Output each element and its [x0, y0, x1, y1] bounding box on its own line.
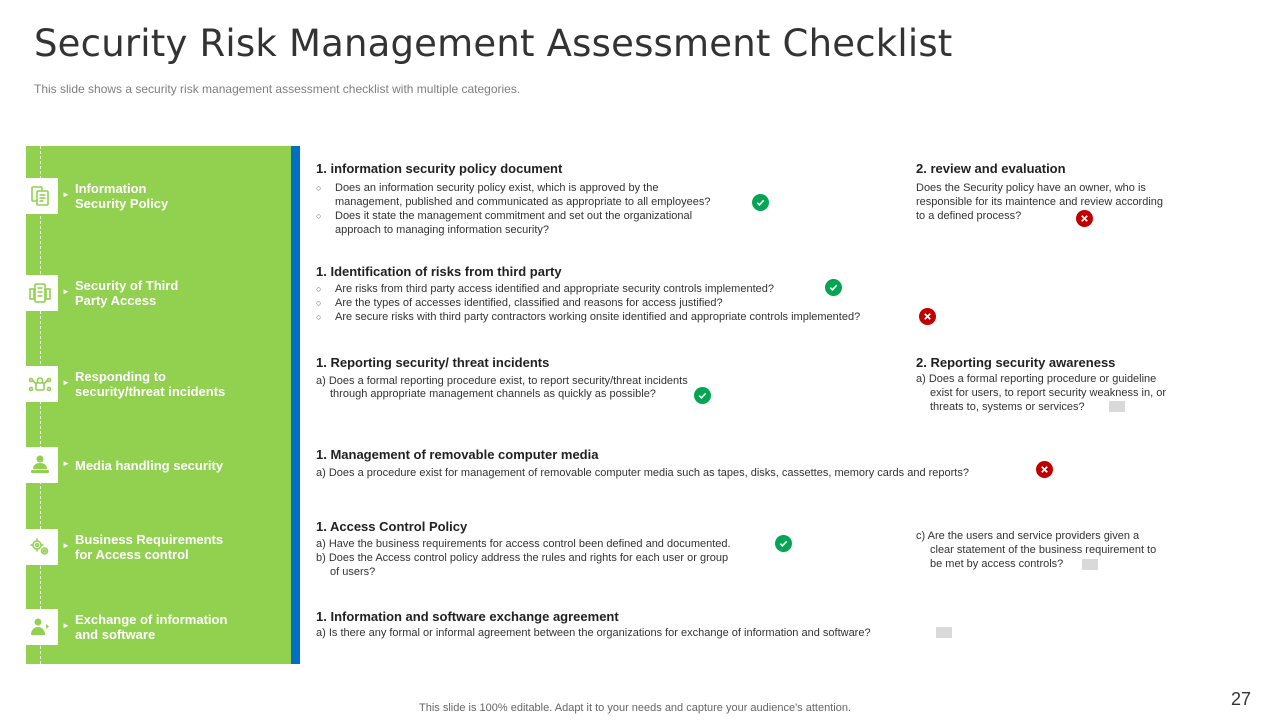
- bullet: ○: [316, 183, 322, 193]
- access-question-b-line-2: of users?: [330, 566, 376, 578]
- category-label: Information Security Policy: [75, 181, 169, 211]
- check-icon: [694, 387, 711, 404]
- check-icon: [775, 535, 792, 552]
- cross-icon: [919, 308, 936, 325]
- media-question: a) Does a procedure exist for management of removable computer media such as tapes, disks, cassettes, memory cards and reports?: [316, 467, 969, 479]
- chevron-right-icon: ►: [62, 378, 70, 387]
- awareness-line-1: a) Does a formal reporting procedure or guideline: [916, 373, 1157, 385]
- check-icon: [752, 194, 769, 211]
- access-question-a: a) Have the business requirements for access control been defined and documented.: [316, 538, 731, 550]
- pending-status-box: [1109, 401, 1125, 412]
- slide-title: Security Risk Management Assessment Checklist: [34, 22, 953, 65]
- network-lock-icon: [22, 366, 58, 402]
- policy-question-1-line-1: Does an information security policy exist, which is approved by the: [335, 182, 659, 194]
- category-information-security-policy: [22, 176, 287, 216]
- check-icon: [825, 279, 842, 296]
- divider-bar: [291, 146, 300, 664]
- access-heading: 1. Access Control Policy: [316, 519, 468, 534]
- awareness-heading: 2. Reporting security awareness: [916, 355, 1116, 370]
- category-label: Business Requirements for Access control: [75, 532, 224, 562]
- chevron-right-icon: ►: [62, 287, 70, 296]
- incidents-question-line-2: through appropriate management channels as quickly as possible?: [330, 388, 656, 400]
- third-party-question-1: Are risks from third party access identified and appropriate security controls implemented?: [335, 283, 774, 295]
- user-laptop-icon: [22, 447, 58, 483]
- incidents-question-line-1: a) Does a formal reporting procedure exist, to report security/threat incidents: [316, 375, 688, 387]
- bullet: ○: [316, 312, 322, 322]
- review-line-1: Does the Security policy have an owner, who is: [916, 182, 1146, 194]
- policy-question-2-line-1: Does it state the management commitment and set out the organizational: [335, 210, 693, 222]
- access-question-c-line-3: be met by access controls?: [930, 558, 1064, 570]
- chevron-right-icon: ►: [62, 621, 70, 630]
- media-heading: 1. Management of removable computer media: [316, 447, 599, 462]
- category-label: Responding to security/threat incidents: [75, 369, 226, 399]
- policy-question-1-line-2: management, published and communicated as appropriate to all employees?: [335, 196, 711, 208]
- sidebar-dashed-line: [40, 146, 41, 664]
- person-exchange-icon: [22, 609, 58, 645]
- awareness-line-2: exist for users, to report security weakness in, or: [930, 387, 1166, 399]
- exchange-question: a) Is there any formal or informal agreement between the organizations for exchange of information and software?: [316, 627, 871, 639]
- exchange-heading: 1. Information and software exchange agreement: [316, 609, 619, 624]
- server-rack-icon: [22, 275, 58, 311]
- page-number: 27: [1231, 689, 1252, 709]
- review-heading: 2. review and evaluation: [916, 161, 1066, 176]
- policy-heading: 1. information security policy document: [316, 161, 563, 176]
- category-label: Security of Third Party Access: [75, 278, 179, 308]
- third-party-heading: 1. Identification of risks from third party: [316, 264, 562, 279]
- access-question-c-line-1: c) Are the users and service providers given a: [916, 530, 1140, 542]
- category-third-party-access: [22, 273, 287, 313]
- category-label: Media handling security: [75, 457, 224, 473]
- slide-subtitle: This slide shows a security risk management assessment checklist with multiple categories.: [34, 82, 521, 96]
- bullet: ○: [316, 298, 322, 308]
- chevron-right-icon: ►: [62, 541, 70, 550]
- policy-document-icon: [22, 178, 58, 214]
- category-business-requirements: [22, 527, 287, 567]
- pending-status-box: [936, 627, 952, 638]
- category-information-exchange: [22, 607, 287, 647]
- category-threat-incidents: [22, 364, 287, 404]
- third-party-question-2: Are the types of accesses identified, classified and reasons for access justified?: [335, 297, 723, 309]
- review-line-3: to a defined process?: [916, 210, 1022, 222]
- access-question-b-line-1: b) Does the Access control policy address the rules and rights for each user or group: [316, 552, 729, 564]
- category-media-handling: [22, 445, 287, 485]
- chevron-right-icon: ►: [62, 459, 70, 468]
- cross-icon: [1076, 210, 1093, 227]
- incidents-heading: 1. Reporting security/ threat incidents: [316, 355, 550, 370]
- chevron-right-icon: ►: [62, 190, 70, 199]
- bullet: ○: [316, 211, 322, 221]
- bullet: ○: [316, 284, 322, 294]
- policy-question-2-line-2: approach to managing information security?: [335, 224, 550, 236]
- third-party-question-3: Are secure risks with third party contractors working onsite identified and appropriate controls implemented?: [335, 311, 861, 323]
- access-question-c-line-2: clear statement of the business requirement to: [930, 544, 1157, 556]
- category-label: Exchange of information and software: [75, 612, 228, 642]
- awareness-line-3: threats to, systems or services?: [930, 401, 1085, 413]
- review-line-2: responsible for its maintence and review according: [916, 196, 1164, 208]
- gears-icon: [22, 529, 58, 565]
- pending-status-box: [1082, 559, 1098, 570]
- slide-footer: This slide is 100% editable. Adapt it to your needs and capture your audience's attention.: [419, 702, 851, 714]
- category-sidebar: [26, 146, 291, 664]
- cross-icon: [1036, 461, 1053, 478]
